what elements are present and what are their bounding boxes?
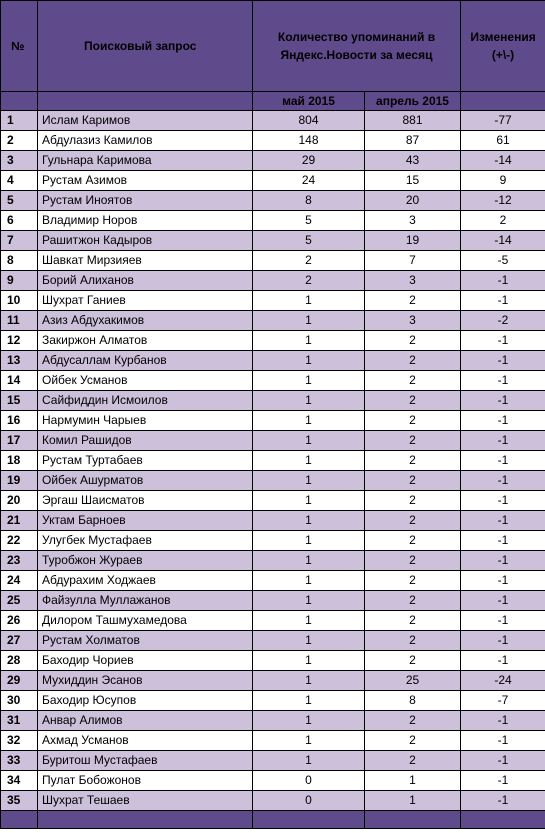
row-query: Гульнара Каримова xyxy=(38,151,253,171)
table-row xyxy=(1,431,545,451)
row-may-count: 1 xyxy=(253,671,365,691)
row-number: 6 xyxy=(1,211,38,231)
row-number: 2 xyxy=(1,131,38,151)
row-may-count: 1 xyxy=(253,511,365,531)
table-row xyxy=(1,111,545,131)
row-query: Улугбек Мустафаев xyxy=(38,531,253,551)
row-may-count: 0 xyxy=(253,791,365,811)
row-number: 9 xyxy=(1,271,38,291)
row-change: -1 xyxy=(461,431,545,451)
row-change: -1 xyxy=(461,271,545,291)
row-april-count: 2 xyxy=(365,451,461,471)
row-change: 61 xyxy=(461,131,545,151)
table-row xyxy=(1,251,545,271)
row-number: 33 xyxy=(1,751,38,771)
header-mentions: Количество упоминаний в Яндекс.Новости за месяц xyxy=(253,1,461,92)
row-change: -1 xyxy=(461,751,545,771)
row-change: -1 xyxy=(461,471,545,491)
row-query: Пулат Бобожонов xyxy=(38,771,253,791)
footer-cell xyxy=(461,811,545,829)
subheader-april: апрель 2015 xyxy=(365,92,461,111)
table-footer xyxy=(1,811,545,829)
table-row xyxy=(1,171,545,191)
row-query: Мухиддин Эсанов xyxy=(38,671,253,691)
header-change: Изменения (+\-) xyxy=(461,1,545,92)
table-row xyxy=(1,471,545,491)
footer-cell xyxy=(253,811,365,829)
row-change: -1 xyxy=(461,511,545,531)
row-april-count: 43 xyxy=(365,151,461,171)
table-body xyxy=(1,111,545,811)
row-number: 3 xyxy=(1,151,38,171)
row-april-count: 2 xyxy=(365,711,461,731)
row-query: Шухрат Тешаев xyxy=(38,791,253,811)
row-query: Борий Алиханов xyxy=(38,271,253,291)
row-query: Азиз Абдухакимов xyxy=(38,311,253,331)
subheader-empty-1 xyxy=(1,92,38,111)
row-april-count: 2 xyxy=(365,751,461,771)
row-query: Ахмад Усманов xyxy=(38,731,253,751)
row-number: 13 xyxy=(1,351,38,371)
row-number: 12 xyxy=(1,331,38,351)
row-may-count: 1 xyxy=(253,651,365,671)
table-row xyxy=(1,511,545,531)
row-query: Рашитжон Кадыров xyxy=(38,231,253,251)
row-query: Сайфиддин Исмоилов xyxy=(38,391,253,411)
row-number: 7 xyxy=(1,231,38,251)
row-number: 14 xyxy=(1,371,38,391)
row-number: 5 xyxy=(1,191,38,211)
table-row xyxy=(1,711,545,731)
row-may-count: 1 xyxy=(253,451,365,471)
table-row xyxy=(1,311,545,331)
footer-cell xyxy=(1,811,38,829)
row-change: -1 xyxy=(461,631,545,651)
row-query: Нармумин Чарыев xyxy=(38,411,253,431)
row-change: -1 xyxy=(461,291,545,311)
table-row xyxy=(1,131,545,151)
table-row xyxy=(1,531,545,551)
header-query: Поисковый запрос xyxy=(38,1,253,92)
row-may-count: 2 xyxy=(253,271,365,291)
row-change: -1 xyxy=(461,771,545,791)
subheader-empty-2 xyxy=(38,92,253,111)
row-may-count: 1 xyxy=(253,711,365,731)
row-april-count: 1 xyxy=(365,771,461,791)
row-number: 31 xyxy=(1,711,38,731)
row-number: 17 xyxy=(1,431,38,451)
row-query: Ислам Каримов xyxy=(38,111,253,131)
row-number: 25 xyxy=(1,591,38,611)
row-may-count: 1 xyxy=(253,631,365,651)
row-change: -1 xyxy=(461,531,545,551)
table-row xyxy=(1,631,545,651)
row-number: 22 xyxy=(1,531,38,551)
row-number: 30 xyxy=(1,691,38,711)
row-april-count: 2 xyxy=(365,291,461,311)
row-number: 34 xyxy=(1,771,38,791)
row-query: Файзулла Муллажанов xyxy=(38,591,253,611)
row-change: -24 xyxy=(461,671,545,691)
row-change: -1 xyxy=(461,791,545,811)
row-may-count: 1 xyxy=(253,751,365,771)
row-number: 20 xyxy=(1,491,38,511)
row-may-count: 1 xyxy=(253,611,365,631)
row-number: 23 xyxy=(1,551,38,571)
row-april-count: 2 xyxy=(365,351,461,371)
row-april-count: 2 xyxy=(365,511,461,531)
row-april-count: 25 xyxy=(365,671,461,691)
table-row xyxy=(1,271,545,291)
row-may-count: 1 xyxy=(253,351,365,371)
table-row xyxy=(1,791,545,811)
row-number: 16 xyxy=(1,411,38,431)
row-query: Абдулазиз Камилов xyxy=(38,131,253,151)
table-row xyxy=(1,371,545,391)
row-may-count: 5 xyxy=(253,231,365,251)
table-row xyxy=(1,191,545,211)
table-row xyxy=(1,651,545,671)
row-change: -12 xyxy=(461,191,545,211)
row-may-count: 1 xyxy=(253,551,365,571)
table-row xyxy=(1,151,545,171)
table-row xyxy=(1,211,545,231)
row-change: -1 xyxy=(461,351,545,371)
row-april-count: 3 xyxy=(365,311,461,331)
subheader-may: май 2015 xyxy=(253,92,365,111)
table-row xyxy=(1,291,545,311)
table-row xyxy=(1,731,545,751)
row-may-count: 1 xyxy=(253,311,365,331)
row-change: 2 xyxy=(461,211,545,231)
table-row xyxy=(1,411,545,431)
row-query: Рустам Туртабаев xyxy=(38,451,253,471)
row-number: 10 xyxy=(1,291,38,311)
row-number: 11 xyxy=(1,311,38,331)
row-may-count: 1 xyxy=(253,331,365,351)
row-april-count: 7 xyxy=(365,251,461,271)
table-row xyxy=(1,351,545,371)
row-april-count: 2 xyxy=(365,431,461,451)
row-query: Анвар Алимов xyxy=(38,711,253,731)
row-change: -1 xyxy=(461,491,545,511)
table-row xyxy=(1,491,545,511)
row-may-count: 1 xyxy=(253,691,365,711)
row-april-count: 2 xyxy=(365,731,461,751)
row-change: -77 xyxy=(461,111,545,131)
row-april-count: 2 xyxy=(365,591,461,611)
row-may-count: 1 xyxy=(253,471,365,491)
table-header xyxy=(1,1,545,111)
table-row xyxy=(1,571,545,591)
row-number: 18 xyxy=(1,451,38,471)
table-row xyxy=(1,231,545,251)
table-row xyxy=(1,451,545,471)
row-change: -1 xyxy=(461,611,545,631)
row-change: -1 xyxy=(461,411,545,431)
row-query: Рустам Иноятов xyxy=(38,191,253,211)
row-change: -14 xyxy=(461,151,545,171)
row-query: Эргаш Шаисматов xyxy=(38,491,253,511)
row-change: -1 xyxy=(461,391,545,411)
row-april-count: 1 xyxy=(365,791,461,811)
row-change: -2 xyxy=(461,311,545,331)
row-april-count: 2 xyxy=(365,331,461,351)
row-may-count: 0 xyxy=(253,771,365,791)
row-query: Буритош Мустафаев xyxy=(38,751,253,771)
row-april-count: 15 xyxy=(365,171,461,191)
row-number: 8 xyxy=(1,251,38,271)
row-query: Баходир Чориев xyxy=(38,651,253,671)
row-change: -1 xyxy=(461,711,545,731)
row-query: Дилором Ташмухамедова xyxy=(38,611,253,631)
row-april-count: 19 xyxy=(365,231,461,251)
footer-cell xyxy=(365,811,461,829)
row-number: 4 xyxy=(1,171,38,191)
row-april-count: 8 xyxy=(365,691,461,711)
row-query: Туробжон Жураев xyxy=(38,551,253,571)
row-april-count: 2 xyxy=(365,551,461,571)
row-number: 35 xyxy=(1,791,38,811)
row-number: 19 xyxy=(1,471,38,491)
table-row xyxy=(1,331,545,351)
row-change: -1 xyxy=(461,651,545,671)
row-may-count: 148 xyxy=(253,131,365,151)
header-number: № xyxy=(1,1,38,92)
row-change: -1 xyxy=(461,331,545,351)
table-row xyxy=(1,551,545,571)
row-may-count: 1 xyxy=(253,291,365,311)
row-number: 27 xyxy=(1,631,38,651)
row-may-count: 804 xyxy=(253,111,365,131)
row-may-count: 1 xyxy=(253,431,365,451)
row-may-count: 1 xyxy=(253,391,365,411)
row-may-count: 1 xyxy=(253,411,365,431)
row-april-count: 2 xyxy=(365,411,461,431)
table-row xyxy=(1,611,545,631)
row-april-count: 2 xyxy=(365,631,461,651)
subheader-empty-3 xyxy=(461,92,545,111)
row-may-count: 5 xyxy=(253,211,365,231)
row-april-count: 2 xyxy=(365,611,461,631)
row-change: -1 xyxy=(461,451,545,471)
footer-cell xyxy=(38,811,253,829)
row-query: Закиржон Алматов xyxy=(38,331,253,351)
row-query: Баходир Юсупов xyxy=(38,691,253,711)
row-may-count: 1 xyxy=(253,491,365,511)
row-may-count: 2 xyxy=(253,251,365,271)
row-query: Владимир Норов xyxy=(38,211,253,231)
row-query: Рустам Холматов xyxy=(38,631,253,651)
table-row xyxy=(1,671,545,691)
row-change: -1 xyxy=(461,371,545,391)
row-april-count: 3 xyxy=(365,271,461,291)
row-change: -1 xyxy=(461,731,545,751)
row-change: -1 xyxy=(461,591,545,611)
row-april-count: 881 xyxy=(365,111,461,131)
table-row xyxy=(1,771,545,791)
row-april-count: 2 xyxy=(365,491,461,511)
row-may-count: 1 xyxy=(253,571,365,591)
row-april-count: 3 xyxy=(365,211,461,231)
table-row xyxy=(1,391,545,411)
table-row xyxy=(1,591,545,611)
row-query: Рустам Азимов xyxy=(38,171,253,191)
row-may-count: 24 xyxy=(253,171,365,191)
row-change: -5 xyxy=(461,251,545,271)
row-may-count: 1 xyxy=(253,731,365,751)
row-change: -14 xyxy=(461,231,545,251)
row-change: -1 xyxy=(461,551,545,571)
row-may-count: 1 xyxy=(253,531,365,551)
row-query: Абдусаллам Курбанов xyxy=(38,351,253,371)
row-may-count: 29 xyxy=(253,151,365,171)
row-april-count: 2 xyxy=(365,371,461,391)
row-number: 24 xyxy=(1,571,38,591)
table-row xyxy=(1,691,545,711)
row-april-count: 2 xyxy=(365,571,461,591)
row-number: 32 xyxy=(1,731,38,751)
row-number: 21 xyxy=(1,511,38,531)
row-query: Ойбек Усманов xyxy=(38,371,253,391)
row-change: -7 xyxy=(461,691,545,711)
row-may-count: 8 xyxy=(253,191,365,211)
row-may-count: 1 xyxy=(253,591,365,611)
row-may-count: 1 xyxy=(253,371,365,391)
row-number: 26 xyxy=(1,611,38,631)
row-query: Шухрат Ганиев xyxy=(38,291,253,311)
row-april-count: 2 xyxy=(365,471,461,491)
row-april-count: 2 xyxy=(365,531,461,551)
row-query: Уктам Барноев xyxy=(38,511,253,531)
row-april-count: 2 xyxy=(365,391,461,411)
row-april-count: 87 xyxy=(365,131,461,151)
row-query: Ойбек Ашурматов xyxy=(38,471,253,491)
row-number: 15 xyxy=(1,391,38,411)
row-april-count: 2 xyxy=(365,651,461,671)
row-query: Комил Рашидов xyxy=(38,431,253,451)
row-change: -1 xyxy=(461,571,545,591)
row-query: Шавкат Мирзияев xyxy=(38,251,253,271)
row-number: 1 xyxy=(1,111,38,131)
row-number: 28 xyxy=(1,651,38,671)
row-april-count: 20 xyxy=(365,191,461,211)
row-change: 9 xyxy=(461,171,545,191)
table-row xyxy=(1,751,545,771)
row-query: Абдурахим Ходжаев xyxy=(38,571,253,591)
row-number: 29 xyxy=(1,671,38,691)
